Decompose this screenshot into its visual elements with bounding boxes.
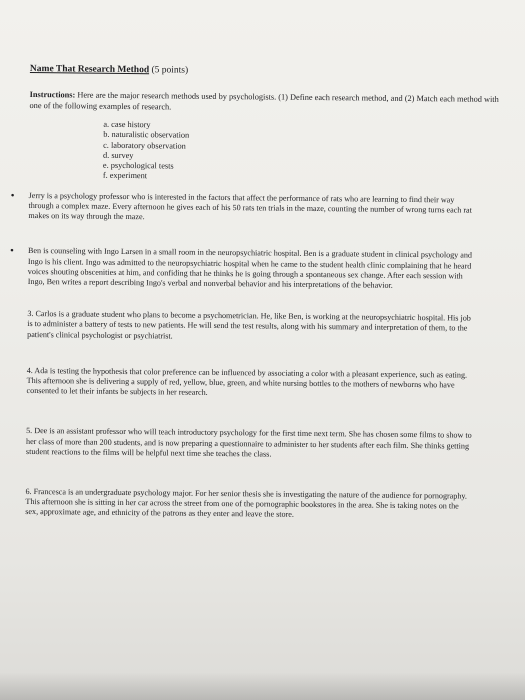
points-label: (5 points) <box>151 65 189 76</box>
example-text: 5. Dee is an assistant professor who will teach introductory psychology for the first time next term. She has chosen some films to show to her class of more than 200 students, and is now preparing a questionnaire to administer to her students after each film. She thinks getting student reactions to the films will be helpful next time she teaches the class. <box>25 426 472 459</box>
example-item-3 <box>27 309 475 344</box>
example-item-2 <box>9 245 476 292</box>
instructions-text: Here are the major research methods used by psychologists. (1) Define each research method, and (2) Match each method with one of the following examples of research. <box>29 90 499 111</box>
method-list <box>103 120 508 186</box>
example-item-1 <box>10 189 476 226</box>
example-text: Ben is counseling with Ingo Larsen in a small room in the neuropsychiatric hospital. Ben is a graduate student in clinical psychology and Ingo is his client. Ingo was admitted to the neuropsychiatric hospital when he came to the student health clinic complaining that he heard voices shouting obscenities at him, and confiding that he thinks he is going through a spontaneous sex change. After each session with Ingo, Ben writes a report describing Ingo's verbal and nonverbal behavior and his interpretations of the behavior. <box>27 246 473 290</box>
example-item-5 <box>26 426 474 461</box>
example-text: Jerry is a psychology professor who is interested in the factors that affect the performance of rats who are learning to find their way through a complex maze. Every afternoon he gives each of his 50 rats ten trials in the maze, counting the number of wrong turns each rat makes on its way through the maze. <box>28 190 472 222</box>
example-item-4 <box>27 366 475 401</box>
worksheet-title: Name That Research Method <box>29 64 150 76</box>
instructions <box>30 90 500 116</box>
instructions-label: Instructions: <box>29 89 76 100</box>
heading <box>30 64 508 79</box>
method-item: e. psychological tests <box>102 160 174 171</box>
bullet-mark: • <box>9 245 14 258</box>
worksheet-content <box>9 64 508 523</box>
method-item: b. naturalistic observation <box>103 130 190 140</box>
method-item: f. experiment <box>102 171 148 181</box>
example-text: 6. Francesca is an undergraduate psychology major. For her senior thesis she is investigating the nature of the audience for pornography. This afternoon she is sitting in her car across the street from one of the pornographic bookstores in the area. She is taking notes on the sex, approximate age, and ethnicity of the patrons as they enter and leave the store. <box>25 487 467 520</box>
bullet-mark: • <box>10 189 15 202</box>
example-item-6 <box>25 487 473 522</box>
example-text: 3. Carlos is a graduate student who plans to become a psychometrician. He, like Ben, is working at the neuropsychiatric hospital. His job is to administer a battery of tests to new patients. He will send the test results, along with his summary and interpretation of them, to the patient's clinical psychologist or psychiatrist. <box>27 309 471 341</box>
page-shadow <box>0 672 525 700</box>
example-text: 4. Ada is testing the hypothesis that color preference can be influenced by associating a color with a pleasant experience, such as eating. This afternoon she is delivering a supply of red, yellow, blue, green, and white nursing bottles to the mothers of newborns who have consented to let their infants be subjects in her research. <box>26 365 468 398</box>
method-item: d. survey <box>103 150 134 160</box>
method-item: a. case history <box>103 119 151 130</box>
method-item: c. laboratory observation <box>103 140 186 151</box>
